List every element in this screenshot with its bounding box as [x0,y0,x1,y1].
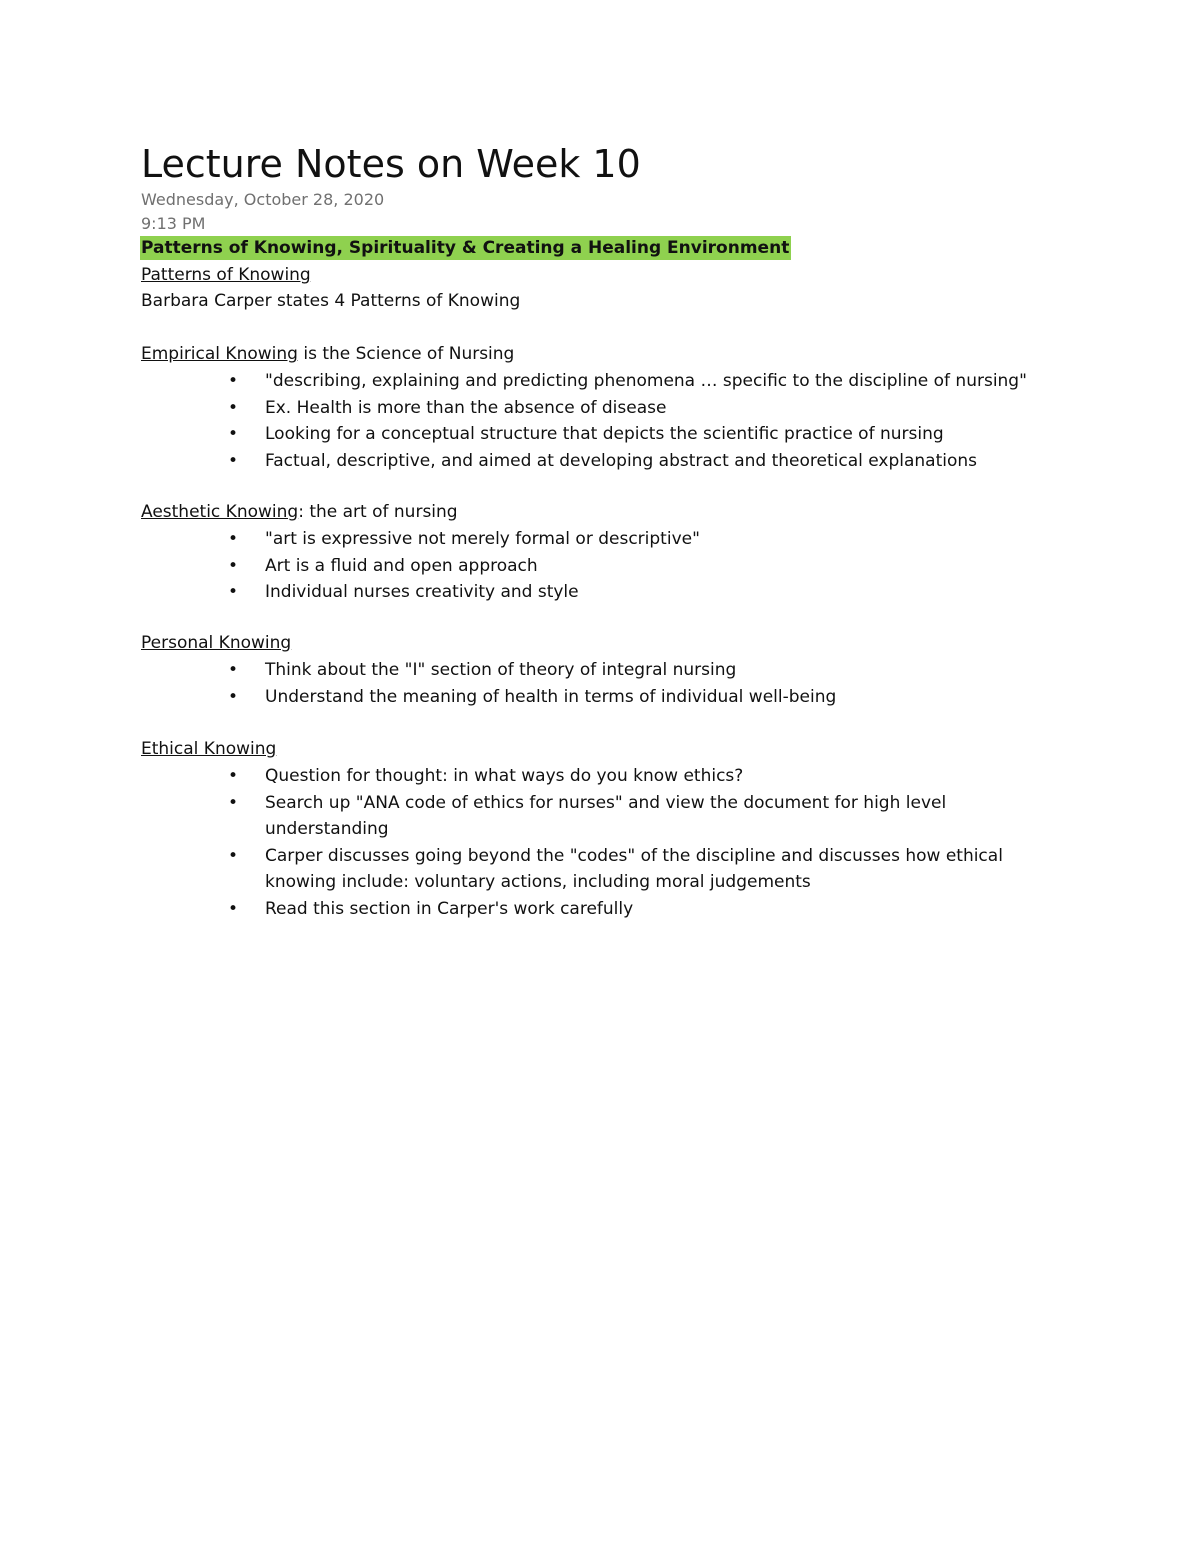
highlighted-topic-heading: Patterns of Knowing, Spirituality & Creating a Healing Environment [141,238,790,258]
bullet-icon: • [228,898,239,919]
list-item-text-continued: understanding [265,819,389,839]
list-item [228,896,1003,923]
list-item-text: Looking for a conceptual structure that depicts the scientific practice of nursing [265,424,944,444]
list-item-text: Search up "ANA code of ethics for nurses" and view the document for high level [265,792,947,813]
note-time: 9:13 PM [141,214,206,233]
page-title: Lecture Notes on Week 10 [141,142,641,186]
bullet-list-ethical [228,763,1003,922]
list-item [228,657,836,684]
list-item [228,553,700,580]
list-item [228,421,1027,448]
list-item-text: Read this section in Carper's work carefully [265,898,634,919]
list-item [228,790,1003,843]
list-item [228,843,1003,896]
list-item-text-continued: knowing include: voluntary actions, including moral judgements [265,872,811,892]
section-term: Ethical Knowing [141,739,277,759]
bullet-list-aesthetic [228,526,700,606]
section-heading-ethical [141,737,276,761]
list-item-text: Understand the meaning of health in terms of individual well-being [265,686,837,707]
list-item [228,526,700,553]
list-item-text: Question for thought: in what ways do you know ethics? [265,766,744,786]
section-term: Aesthetic Knowing [141,502,299,522]
list-item-text: Art is a fluid and open approach [265,555,538,576]
list-item [228,763,1003,790]
bullet-list-personal [228,657,836,710]
intro-line: Barbara Carper states 4 Patterns of Knowing [141,291,521,311]
section-term: Personal Knowing [141,633,292,653]
list-item [228,368,1027,395]
bullet-icon: • [228,529,239,549]
bullet-list-empirical [228,368,1027,474]
list-item-text: Individual nurses creativity and style [265,582,579,602]
bullet-icon: • [228,397,239,418]
list-item-text: Factual, descriptive, and aimed at developing abstract and theoretical explanations [265,450,978,471]
section-heading-empirical [141,342,514,366]
section-heading-aesthetic [141,500,458,524]
list-item [228,448,1027,475]
bullet-icon: • [228,766,239,786]
section-heading-personal [141,631,291,655]
section-term: Empirical Knowing [141,344,298,364]
bullet-icon: • [228,424,239,444]
bullet-icon: • [228,582,239,602]
section-rest: : the art of nursing [298,502,458,522]
note-date: Wednesday, October 28, 2020 [141,190,385,209]
list-item-text: "describing, explaining and predicting phenomena … specific to the discipline of nursing" [265,371,1027,391]
list-item-text: Carper discusses going beyond the "codes" of the discipline and discusses how ethical [265,845,1003,866]
list-item [228,684,836,711]
list-item-text: Ex. Health is more than the absence of disease [265,397,667,418]
bullet-icon: • [228,792,239,813]
list-item [228,395,1027,422]
bullet-icon: • [228,371,239,391]
list-item [228,579,700,606]
subheading-patterns-of-knowing: Patterns of Knowing [141,265,311,285]
bullet-icon: • [228,450,239,471]
bullet-icon: • [228,660,239,680]
bullet-icon: • [228,555,239,576]
list-item-text: "art is expressive not merely formal or descriptive" [265,529,700,549]
section-rest: is the Science of Nursing [297,344,515,364]
bullet-icon: • [228,686,239,707]
list-item-text: Think about the "I" section of theory of integral nursing [265,660,737,680]
bullet-icon: • [228,845,239,866]
